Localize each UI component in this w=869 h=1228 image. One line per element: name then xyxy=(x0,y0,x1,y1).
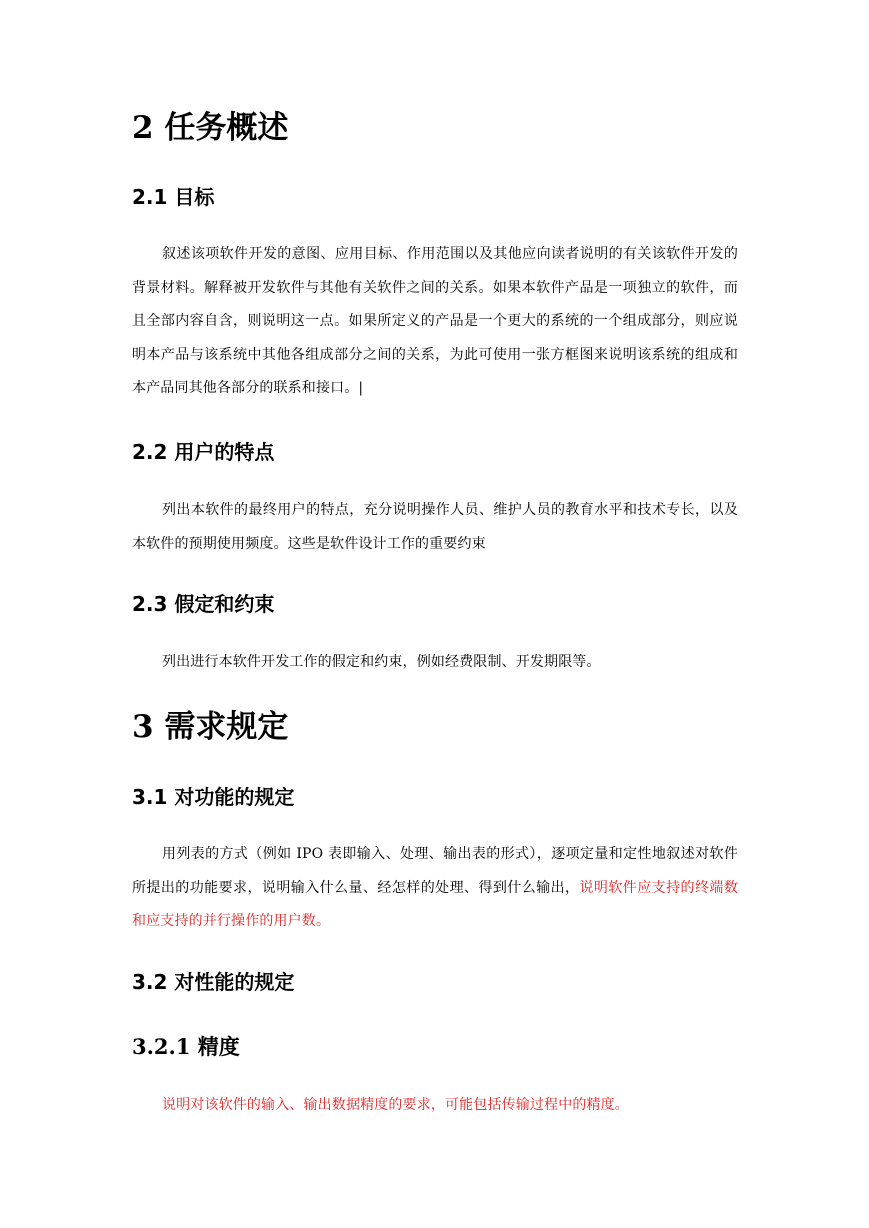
heading-section-2-3: 2.3 假定和约束 xyxy=(132,592,275,616)
heading-section-2-1: 2.1 目标 xyxy=(132,185,215,209)
paragraph-3-1-text: 用列表的方式（例如 IPO 表即输入、处理、输出表的形式），逐项定量和定性地叙述对软件所提出的功能要求，说明输入什么量、经怎样的处理、得到什么输出， xyxy=(132,846,738,896)
paragraph-3-1 xyxy=(132,838,738,939)
heading-section-3-2: 3.2 对性能的规定 xyxy=(132,970,295,994)
paragraph-2-1: 叙述该项软件开发的意图、应用目标、作用范围以及其他应向读者说明的有关该软件开发的背景材料。解释被开发软件与其他有关软件之间的关系。如果本软件产品是一项独立的软件，而且全部内容自含，则说明这一点。如果所定义的产品是一个更大的系统的一个组成部分，则应说明本产品与该系统中其他各组成部分之间的关系，为此可使用一张方框图来说明该系统的组成和本产品同其他各部分的联系和接口。| xyxy=(132,246,738,396)
heading-section-3-2-1: 3.2.1 精度 xyxy=(132,1034,240,1059)
heading-section-3: 3 需求规定 xyxy=(132,709,289,745)
paragraph-3-2-1: 说明对该软件的输入、输出数据精度的要求，可能包括传输过程中的精度。 xyxy=(162,1097,629,1113)
heading-section-3-1: 3.1 对功能的规定 xyxy=(132,785,295,809)
heading-section-2: 2 任务概述 xyxy=(132,110,289,146)
heading-section-2-2: 2.2 用户的特点 xyxy=(132,440,275,464)
paragraph-2-2: 列出本软件的最终用户的特点，充分说明操作人员、维护人员的教育水平和技术专长，以及本软件的预期使用频度。这些是软件设计工作的重要约束 xyxy=(132,502,738,552)
paragraph-3-1-highlight: 说明软件应支持的终端数和应支持的并行操作的用户数。 xyxy=(132,879,739,929)
paragraph-2-3: 列出进行本软件开发工作的假定和约束，例如经费限制、开发期限等。 xyxy=(162,654,601,670)
